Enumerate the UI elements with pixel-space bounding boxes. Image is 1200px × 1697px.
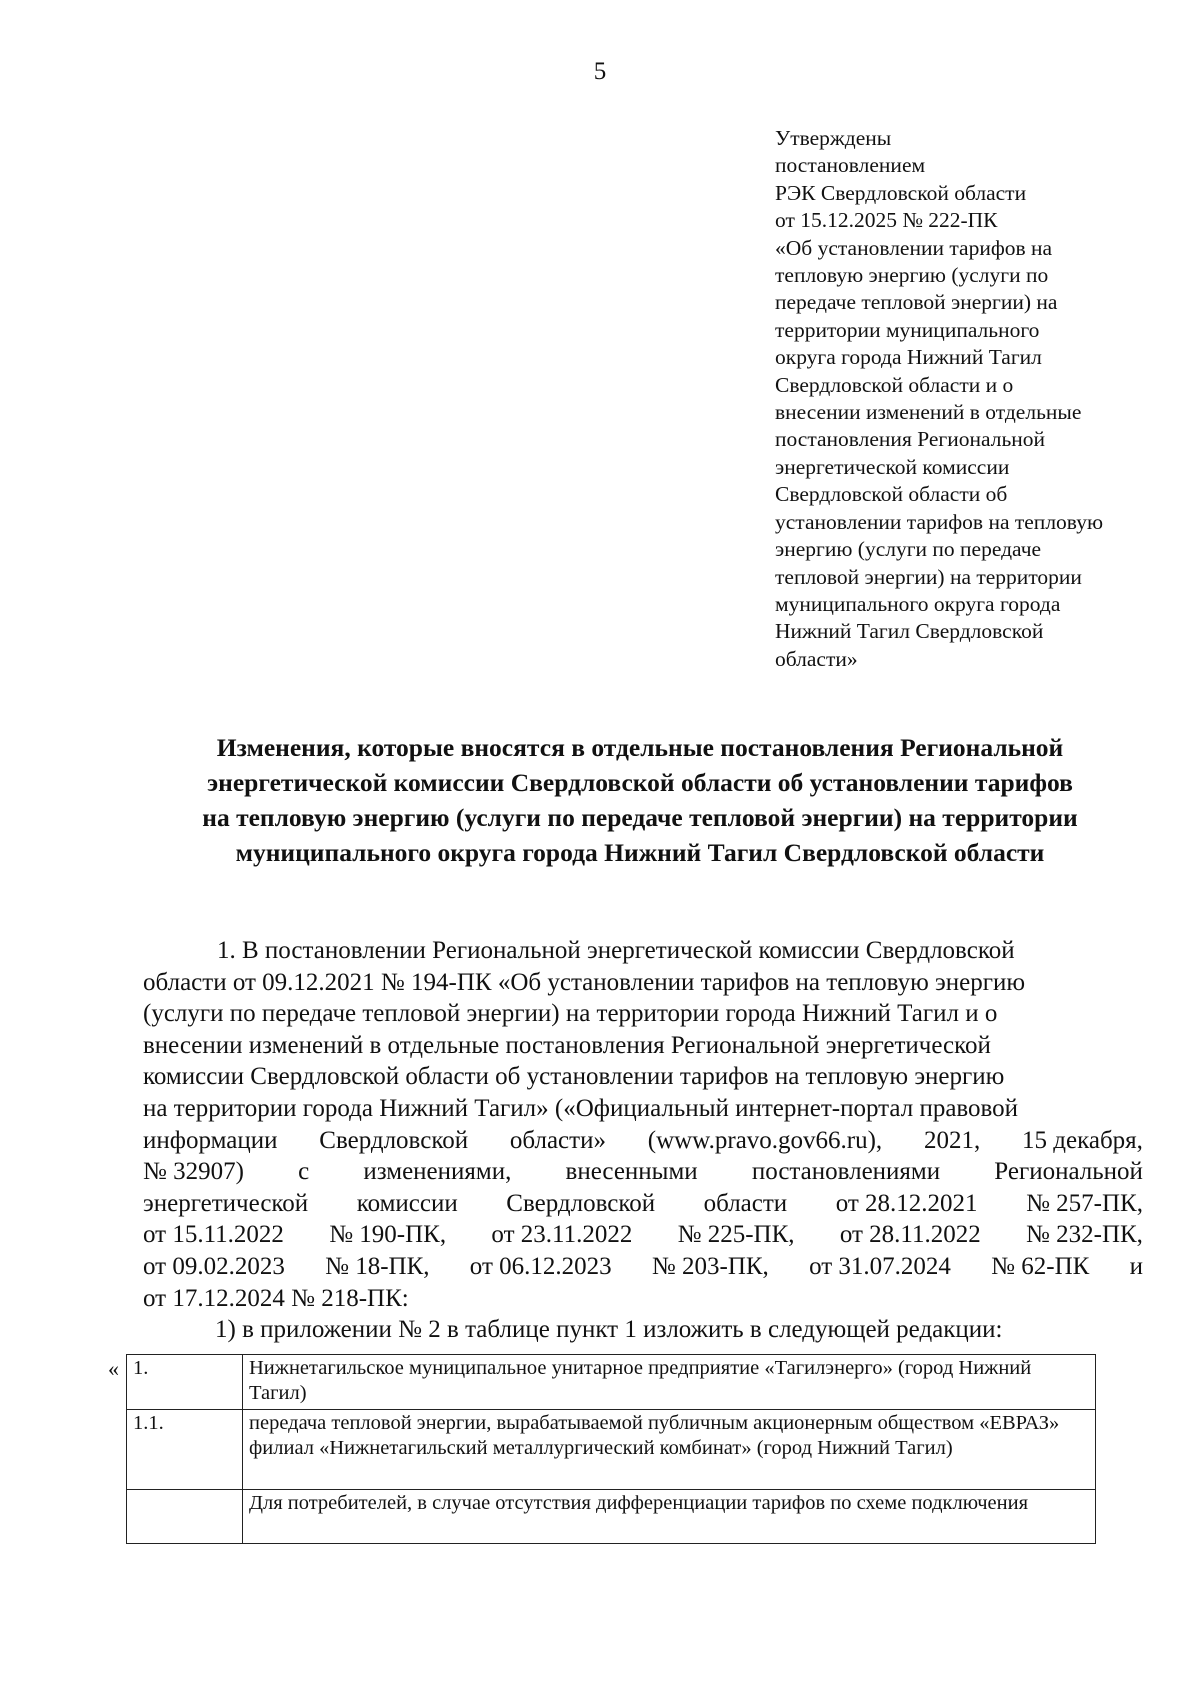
- body-word: от 31.07.2024: [809, 1252, 951, 1280]
- body-word: энергетической: [143, 1189, 309, 1217]
- body-word: № 203-ПК,: [651, 1252, 769, 1280]
- body-text: от 17.12.2024 № 218-ПК:: [143, 1284, 409, 1312]
- body-text: области от 09.12.2021 № 194-ПК «Об установлении тарифов на тепловую энергию: [143, 968, 1026, 996]
- approval-line: тепловую энергию (услуги по: [775, 263, 1049, 288]
- body-line: [143, 1314, 1143, 1346]
- body-line: [143, 1030, 1143, 1062]
- page-number: 5: [593, 58, 607, 85]
- body-word: (www.pravo.gov66.ru),: [647, 1126, 883, 1154]
- body-text: 1. В постановлении Региональной энергетической комиссии Свердловской: [217, 937, 1015, 964]
- title-line: энергетической комиссии Свердловской области об установлении тарифов: [207, 768, 1073, 797]
- approval-line: тепловой энергии) на территории: [775, 564, 1082, 589]
- body-word: и: [1129, 1252, 1143, 1280]
- row-description: передача тепловой энергии, вырабатываемой публичным акционерным обществом «ЕВРАЗ» филиал «Нижнетагильский металлургический комбинат» (город Нижний Тагил): [243, 1410, 1096, 1490]
- body-line: [143, 1093, 1143, 1125]
- approval-line: «Об установлении тарифов на: [775, 235, 1053, 260]
- body-line: [143, 1125, 1143, 1157]
- body-line: [143, 1156, 1143, 1188]
- body-word: информации: [143, 1126, 278, 1154]
- body-word: 2021,: [923, 1126, 981, 1154]
- approval-line: области»: [775, 646, 858, 671]
- body-word: от 09.02.2023: [143, 1252, 285, 1280]
- body-word: № 225-ПК,: [677, 1221, 795, 1249]
- body-word: от 15.11.2022: [143, 1221, 284, 1249]
- body-word: № 257-ПК,: [1026, 1189, 1143, 1217]
- row-description: Нижнетагильское муниципальное унитарное предприятие «Тагилэнерго» (город Нижний Тагил): [243, 1355, 1096, 1410]
- approval-line: энергетической комиссии: [775, 454, 1010, 479]
- table-row: [127, 1410, 1096, 1490]
- approval-line: от 15.12.2025 № 222-ПК: [775, 208, 998, 233]
- body-text: комиссии Свердловской области об установлении тарифов на тепловую энергию: [143, 1063, 1005, 1091]
- title-line: Изменения, которые вносятся в отдельные постановления Региональной: [216, 733, 1064, 762]
- opening-quote-mark: «: [108, 1356, 119, 1381]
- body-word: № 190-ПК,: [329, 1221, 447, 1249]
- approval-line: Утверждены: [775, 126, 892, 150]
- body-line: [143, 998, 1143, 1030]
- title-line: на тепловую энергию (услуги по передаче тепловой энергии) на территории: [202, 803, 1078, 832]
- body-text: (услуги по передаче тепловой энергии) на территории города Нижний Тагил и о: [143, 1000, 998, 1028]
- body-word: от 23.11.2022: [491, 1221, 633, 1249]
- approval-line: территории муниципального: [775, 317, 1040, 342]
- body-word: Региональной: [994, 1158, 1143, 1186]
- body-word: № 62-ПК: [991, 1252, 1090, 1280]
- approval-line: постановлением: [775, 153, 926, 178]
- approval-line: установлении тарифов на тепловую: [775, 509, 1104, 534]
- table-row: [127, 1490, 1096, 1544]
- approval-line: округа города Нижний Тагил: [775, 345, 1042, 370]
- body-word: с: [298, 1158, 310, 1186]
- row-number: 1.1.: [127, 1410, 243, 1490]
- body-word: области: [703, 1189, 788, 1217]
- body-line: [143, 1251, 1143, 1283]
- approval-line: муниципального округа города: [775, 591, 1061, 616]
- body-line: [143, 1283, 1143, 1315]
- document-title: [120, 730, 1160, 870]
- body-word: области»: [509, 1126, 606, 1154]
- approval-line: РЭК Свердловской области: [775, 180, 1027, 205]
- approval-line: Свердловской области об: [775, 482, 1008, 507]
- body-word: 15 декабря,: [1022, 1126, 1143, 1154]
- body-word: № 32907): [143, 1158, 244, 1186]
- row-description: Для потребителей, в случае отсутствия дифференциации тарифов по схеме подключения: [243, 1490, 1096, 1544]
- body-text: на территории города Нижний Тагил» («Официальный интернет-портал правовой: [143, 1094, 1019, 1122]
- body-line: [143, 1188, 1143, 1220]
- table-row: [127, 1355, 1096, 1410]
- row-number: [127, 1490, 243, 1544]
- title-line: муниципального округа города Нижний Тагил Свердловской области: [235, 838, 1045, 867]
- body-word: внесенными: [565, 1158, 698, 1186]
- body-paragraph: [143, 935, 1143, 1346]
- approval-line: энергию (услуги по передаче: [775, 537, 1042, 562]
- body-line: [143, 935, 1143, 967]
- body-word: постановлениями: [751, 1158, 941, 1186]
- approval-line: внесении изменений в отдельные: [775, 400, 1082, 425]
- approval-line: Нижний Тагил Свердловской: [775, 619, 1044, 644]
- body-line: [143, 1061, 1143, 1093]
- body-text: внесении изменений в отдельные постановления Региональной энергетической: [143, 1031, 991, 1059]
- body-line: [143, 967, 1143, 999]
- body-line: [143, 1219, 1143, 1251]
- approval-stamp-block: [775, 125, 1175, 673]
- approval-line: Свердловской области и о: [775, 372, 1014, 397]
- tariff-table: [126, 1354, 1096, 1544]
- body-word: Свердловской: [319, 1126, 469, 1154]
- body-word: изменениями,: [363, 1158, 512, 1186]
- body-word: № 18-ПК,: [325, 1252, 430, 1280]
- body-word: от 28.12.2021: [835, 1189, 978, 1217]
- body-word: Свердловской: [506, 1189, 656, 1217]
- approval-line: передаче тепловой энергии) на: [775, 290, 1058, 315]
- body-word: комиссии: [356, 1189, 458, 1217]
- body-word: от 06.12.2023: [469, 1252, 612, 1280]
- body-text: 1) в приложении № 2 в таблице пункт 1 изложить в следующей редакции:: [215, 1316, 1003, 1344]
- row-number: 1.: [127, 1355, 243, 1410]
- body-word: от 28.11.2022: [839, 1221, 981, 1249]
- body-word: № 232-ПК,: [1026, 1221, 1143, 1249]
- approval-line: постановления Региональной: [775, 427, 1046, 452]
